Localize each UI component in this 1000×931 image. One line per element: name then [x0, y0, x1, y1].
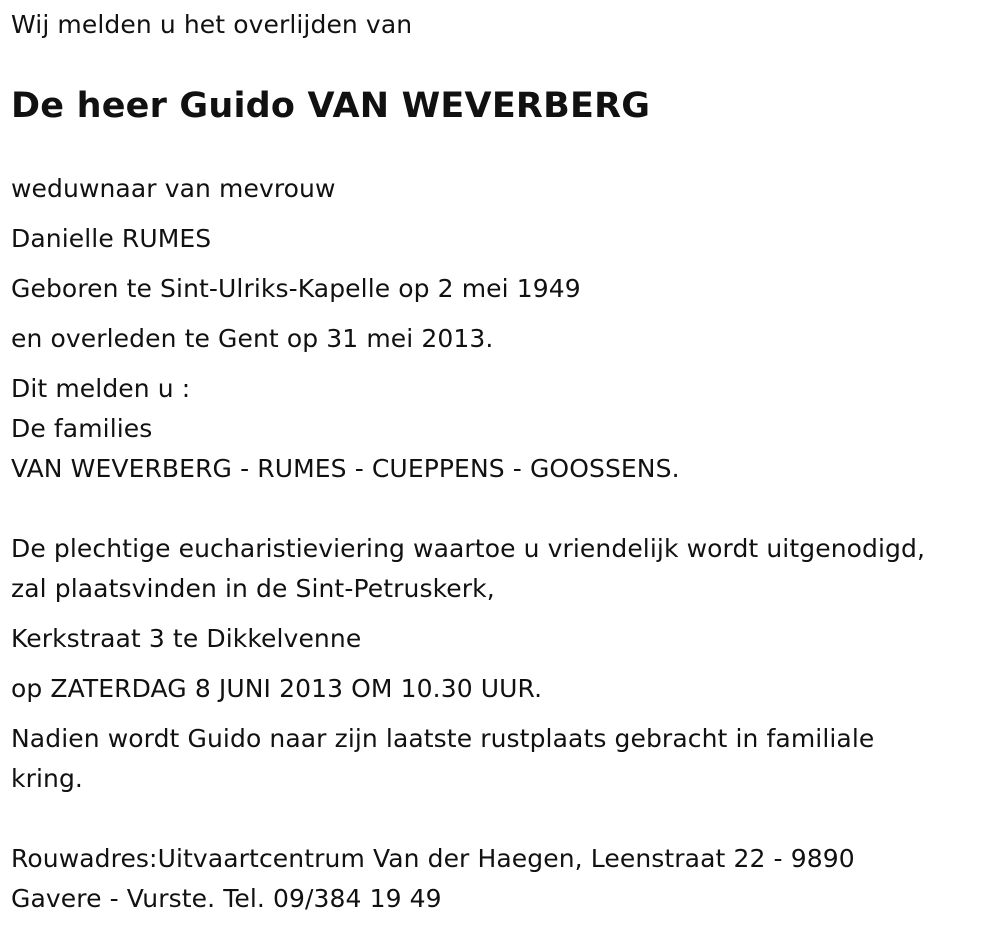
- burial-text-2: kring.: [11, 764, 83, 793]
- families-names: VAN WEVERBERG - RUMES - CUEPPENS - GOOSSENS.: [11, 454, 680, 483]
- ceremony-datetime: op ZATERDAG 8 JUNI 2013 OM 10.30 UUR.: [11, 674, 543, 703]
- spouse-name: Danielle RUMES: [11, 224, 212, 253]
- birth-text: Geboren te Sint-Ulriks-Kapelle op 2 mei 1949: [11, 274, 581, 303]
- burial-text-1: Nadien wordt Guido naar zijn laatste rustplaats gebracht in familiale: [11, 724, 875, 753]
- deceased-name: De heer Guido VAN WEVERBERG: [11, 86, 651, 126]
- widower-text: weduwnaar van mevrouw: [11, 174, 336, 203]
- intro-text: Wij melden u het overlijden van: [11, 10, 413, 39]
- death-notice: [11, 0, 991, 919]
- mourning-address-1: Rouwadres:Uitvaartcentrum Van der Haegen, Leenstraat 22 - 9890: [11, 844, 855, 873]
- church-address: Kerkstraat 3 te Dikkelvenne: [11, 624, 362, 653]
- death-text: en overleden te Gent op 31 mei 2013.: [11, 324, 494, 353]
- mourning-address-2: Gavere - Vurste. Tel. 09/384 19 49: [11, 884, 442, 913]
- families-label: De families: [11, 414, 153, 443]
- announcers-intro: Dit melden u :: [11, 374, 191, 403]
- ceremony-text-1: De plechtige eucharistieviering waartoe u vriendelijk wordt uitgenodigd,: [11, 534, 926, 563]
- ceremony-text-2: zal plaatsvinden in de Sint-Petruskerk,: [11, 574, 495, 603]
